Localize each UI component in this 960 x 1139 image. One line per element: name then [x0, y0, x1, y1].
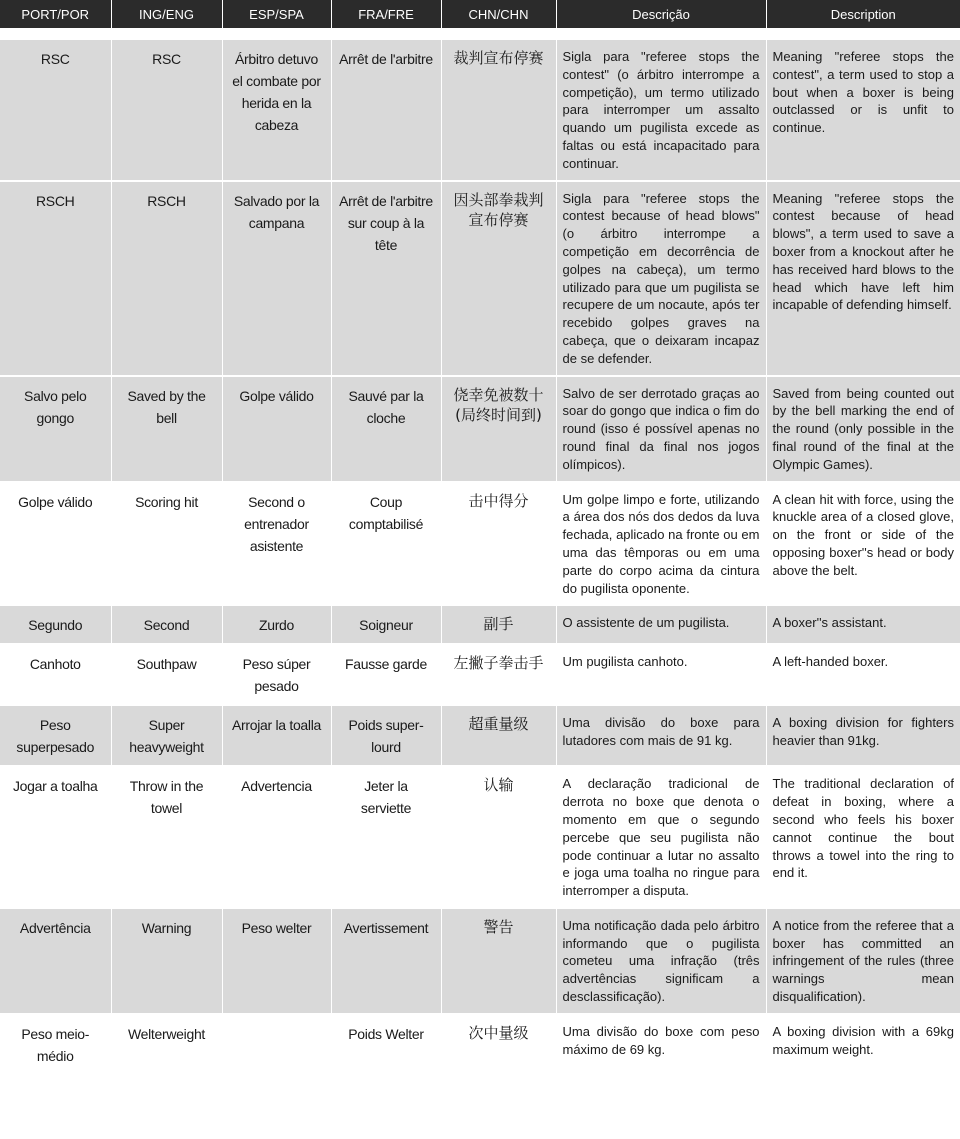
cell-fra: Sauvé par la cloche: [331, 376, 441, 482]
cell-por: Peso meio-médio: [0, 1014, 111, 1074]
table-row: [0, 376, 960, 482]
cell-chn: 因头部拳栽判宣布停赛: [441, 181, 556, 376]
cell-desc-pt: Sigla para "referee stops the contest" (o árbitro interrompe a competição), um termo utilizado para interromper um assalto quando um pugilista excede as faltas ou está incapacitado para continuar.: [556, 34, 766, 181]
cell-eng: RSC: [111, 34, 222, 181]
cell-chn: 次中量级: [441, 1014, 556, 1074]
cell-fra: Arrêt de l'arbitre sur coup à la tête: [331, 181, 441, 376]
cell-fra: Jeter la serviette: [331, 766, 441, 908]
cell-por: Segundo: [0, 605, 111, 644]
cell-spa: Second o entrenador asistente: [222, 482, 331, 606]
cell-desc-en: A clean hit with force, using the knuckle area of a closed glove, on the front or side of the opposing boxer''s head or body above the belt.: [766, 482, 960, 606]
cell-spa: Peso súper pesado: [222, 644, 331, 705]
cell-por: Golpe válido: [0, 482, 111, 606]
cell-fra: Soigneur: [331, 605, 441, 644]
cell-spa: Árbitro detuvo el combate por herida en la cabeza: [222, 34, 331, 181]
header-desc-pt: Descrição: [556, 0, 766, 34]
cell-eng: Second: [111, 605, 222, 644]
cell-chn: 副手: [441, 605, 556, 644]
cell-spa: Golpe válido: [222, 376, 331, 482]
cell-por: Peso superpesado: [0, 705, 111, 766]
cell-por: Salvo pelo gongo: [0, 376, 111, 482]
cell-desc-en: Meaning "referee stops the contest because of head blows", a term used to save a boxer from a knockout after he has received hard blows to the head which have left him incapable of defending himself.: [766, 181, 960, 376]
cell-fra: Avertissement: [331, 908, 441, 1014]
cell-chn: 侥幸免被数十(局终时间到): [441, 376, 556, 482]
table-row: [0, 482, 960, 606]
cell-spa: [222, 1014, 331, 1074]
table-row: [0, 705, 960, 766]
cell-fra: Coup comptabilisé: [331, 482, 441, 606]
cell-desc-pt: O assistente de um pugilista.: [556, 605, 766, 644]
cell-fra: Poids Welter: [331, 1014, 441, 1074]
cell-chn: 左撇子拳击手: [441, 644, 556, 705]
cell-desc-en: Saved from being counted out by the bell marking the end of the round (only possible in the final round of the final at the Olympic Games).: [766, 376, 960, 482]
cell-chn: 警告: [441, 908, 556, 1014]
header-por: PORT/POR: [0, 0, 111, 34]
cell-por: Advertência: [0, 908, 111, 1014]
cell-por: RSCH: [0, 181, 111, 376]
cell-chn: 裁判宣布停赛: [441, 34, 556, 181]
table-row: [0, 605, 960, 644]
header-desc-en: Description: [766, 0, 960, 34]
cell-por: RSC: [0, 34, 111, 181]
table-row: [0, 1014, 960, 1074]
cell-fra: Fausse garde: [331, 644, 441, 705]
cell-desc-en: A boxer''s assistant.: [766, 605, 960, 644]
header-chn: CHN/CHN: [441, 0, 556, 34]
cell-eng: RSCH: [111, 181, 222, 376]
header-eng: ING/ENG: [111, 0, 222, 34]
cell-chn: 超重量级: [441, 705, 556, 766]
cell-chn: 认输: [441, 766, 556, 908]
table-row: [0, 34, 960, 181]
cell-desc-pt: A declaração tradicional de derrota no boxe que denota o momento em que o segundo percebe que seu pugilista não pode continuar a lutar no assalto e joga uma toalha no ringue para interromper a disputa.: [556, 766, 766, 908]
table-row: [0, 644, 960, 705]
table-row: [0, 908, 960, 1014]
cell-desc-en: A boxing division for fighters heavier than 91kg.: [766, 705, 960, 766]
header-spa: ESP/SPA: [222, 0, 331, 34]
cell-por: Canhoto: [0, 644, 111, 705]
table-row: [0, 766, 960, 908]
cell-desc-pt: Sigla para "referee stops the contest because of head blows" (o árbitro interrompe a competição em decorrência de golpes na cabeça), um termo utilizado para que um pugilista se recupere de um nocaute, após ter recebido golpes graves na cabeça, que o deixaram incapaz de se defender.: [556, 181, 766, 376]
cell-desc-en: A notice from the referee that a boxer has committed an infringement of the rules (three warnings mean disqualification).: [766, 908, 960, 1014]
cell-desc-pt: Uma notificação dada pelo árbitro informando que o pugilista cometeu uma infração (três advertências significam a desclassificação).: [556, 908, 766, 1014]
cell-fra: Arrêt de l'arbitre: [331, 34, 441, 181]
cell-desc-en: A boxing division with a 69kg maximum weight.: [766, 1014, 960, 1074]
cell-eng: Warning: [111, 908, 222, 1014]
cell-eng: Welterweight: [111, 1014, 222, 1074]
cell-eng: Super heavyweight: [111, 705, 222, 766]
cell-desc-en: Meaning "referee stops the contest", a term used to stop a bout when a boxer is being outclassed or is unfit to continue.: [766, 34, 960, 181]
cell-desc-pt: Salvo de ser derrotado graças ao soar do gongo que indica o fim do round (isso é possível apenas no round final da final nos jogos olímpicos).: [556, 376, 766, 482]
header-row: [0, 0, 960, 34]
cell-spa: Zurdo: [222, 605, 331, 644]
cell-desc-pt: Uma divisão do boxe com peso máximo de 69 kg.: [556, 1014, 766, 1074]
cell-eng: Saved by the bell: [111, 376, 222, 482]
cell-fra: Poids super-lourd: [331, 705, 441, 766]
cell-desc-pt: Uma divisão do boxe para lutadores com mais de 91 kg.: [556, 705, 766, 766]
cell-spa: Advertencia: [222, 766, 331, 908]
table-row: [0, 181, 960, 376]
cell-eng: Throw in the towel: [111, 766, 222, 908]
cell-spa: Arrojar la toalla: [222, 705, 331, 766]
cell-desc-en: The traditional declaration of defeat in boxing, where a second who feels his boxer cannot continue the bout throws a towel into the ring to end it.: [766, 766, 960, 908]
cell-por: Jogar a toalha: [0, 766, 111, 908]
cell-spa: Salvado por la campana: [222, 181, 331, 376]
cell-eng: Scoring hit: [111, 482, 222, 606]
cell-spa: Peso welter: [222, 908, 331, 1014]
cell-eng: Southpaw: [111, 644, 222, 705]
cell-desc-en: A left-handed boxer.: [766, 644, 960, 705]
cell-chn: 击中得分: [441, 482, 556, 606]
cell-desc-pt: Um golpe limpo e forte, utilizando a área dos nós dos dedos da luva fechada, aplicado na fronte ou em uma das têmporas ou em uma parte do corpo acima da cintura do pugilista oponente.: [556, 482, 766, 606]
cell-desc-pt: Um pugilista canhoto.: [556, 644, 766, 705]
header-fra: FRA/FRE: [331, 0, 441, 34]
